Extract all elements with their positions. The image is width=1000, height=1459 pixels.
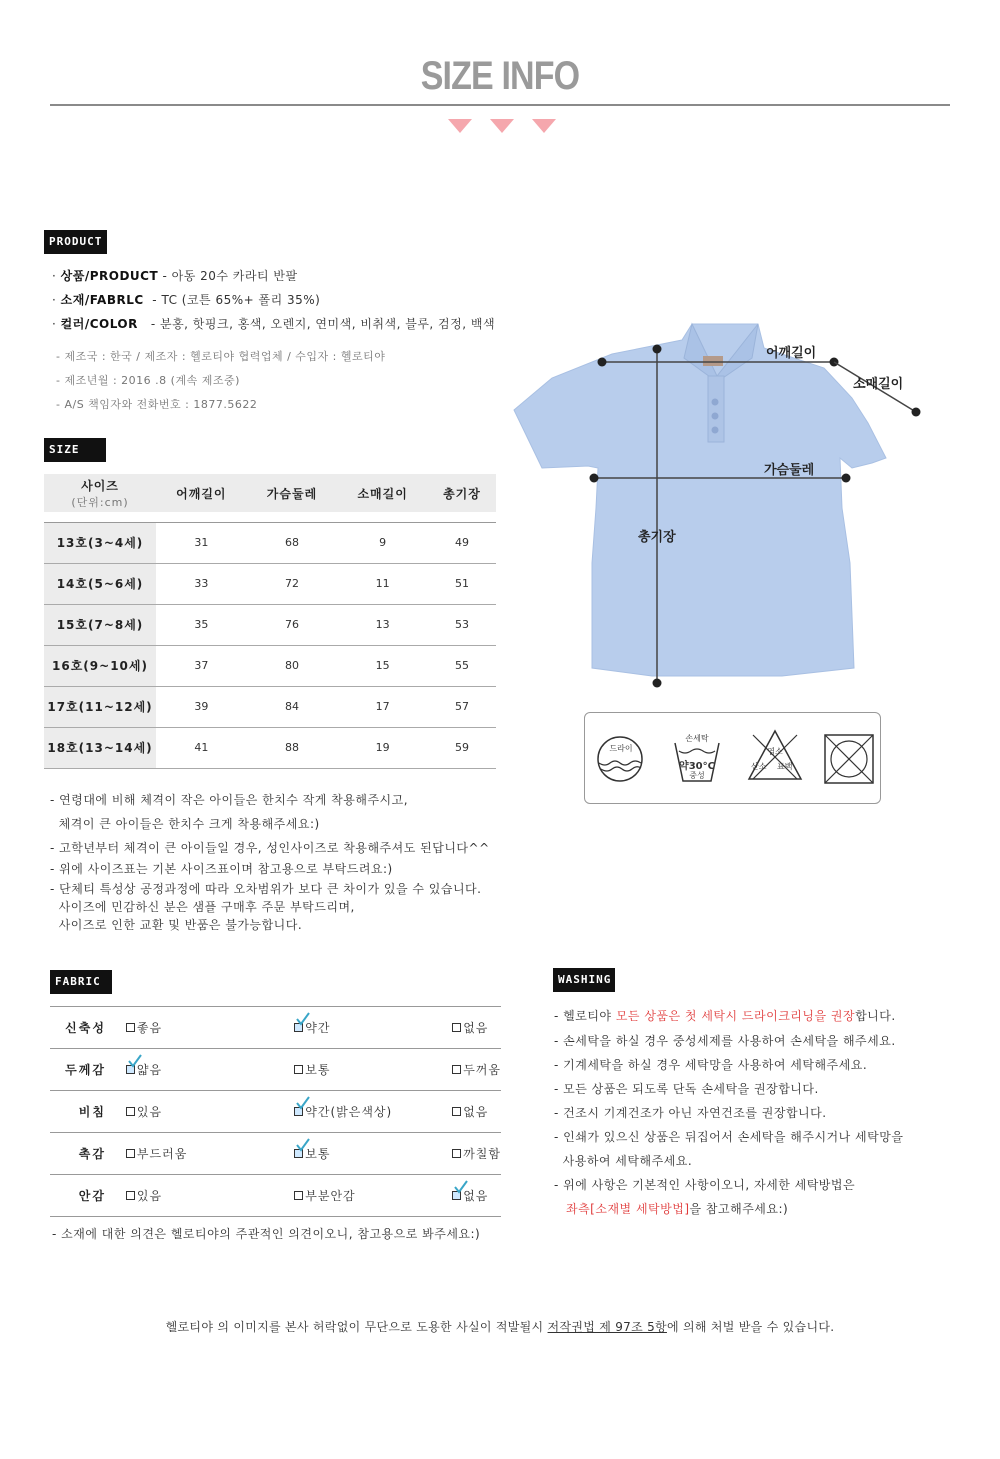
product-key: 상품/PRODUCT <box>60 269 159 283</box>
checkbox-icon[interactable] <box>452 1065 461 1074</box>
fabric-option-label: 부드러움 <box>136 1147 188 1161</box>
washing-line: - 인쇄가 있으신 상품은 뒤집어서 손세탁을 해주시거나 세탁망을 <box>554 1130 904 1144</box>
checkbox-icon[interactable] <box>126 1065 135 1074</box>
fabric-option-label: 없음 <box>463 1105 489 1119</box>
shirt-body <box>514 324 886 676</box>
fabric-option-cell <box>116 1049 244 1091</box>
table-cell: 15 <box>337 645 428 686</box>
checkbox-icon[interactable] <box>294 1149 303 1158</box>
triangle-down-icon <box>490 119 514 133</box>
fabric-option-label: 있음 <box>136 1105 163 1119</box>
sleeve-label: 소매길이 <box>853 377 904 392</box>
color-value: - 분홍, 핫핑크, 홍색, 오렌지, 연미색, 비취색, 블루, 검정, 백색 <box>142 317 496 331</box>
table-cell: 72 <box>247 563 338 604</box>
checkmark-icon <box>296 1012 310 1026</box>
table-row <box>44 563 496 604</box>
point-icon <box>912 408 921 417</box>
washing-line: - 위에 사항은 기본적인 사항이오니, 자세한 세탁방법은 <box>554 1178 856 1192</box>
table-cell: 53 <box>428 604 496 645</box>
copyright-law: 저작권법 제 97조 5항 <box>547 1320 667 1334</box>
fabric-option-cell <box>392 1091 501 1133</box>
row-header: 17호(11~12세) <box>44 686 156 727</box>
fabric-option[interactable] <box>126 1145 187 1162</box>
handwash-label: 손세탁 <box>685 734 709 743</box>
table-cell: 51 <box>428 563 496 604</box>
row-header: 13호(3~4세) <box>44 522 156 563</box>
size-note: 사이즈로 인한 교환 및 반품은 불가능합니다. <box>50 918 303 932</box>
fabric-option-cell <box>392 1133 501 1175</box>
column-header: 어깨길이 <box>156 474 247 512</box>
label-tag <box>703 356 723 366</box>
checkbox-icon[interactable] <box>126 1023 135 1032</box>
product-note: - 제조국 : 한국 / 제조자 : 헬로티야 협력업체 / 수입자 : 헬로티야 <box>56 350 386 363</box>
size-note: - 연령대에 비해 체격이 작은 아이들은 한치수 작게 착용해주시고, <box>50 793 409 807</box>
checkmark-icon <box>454 1180 468 1194</box>
fabric-option-cell <box>392 1007 501 1049</box>
washing-section-label <box>553 968 615 992</box>
checkbox-icon[interactable] <box>452 1107 461 1116</box>
checkbox-icon[interactable] <box>126 1191 135 1200</box>
button-icon <box>712 427 719 434</box>
fabric-option-cell <box>244 1007 392 1049</box>
table-cell: 88 <box>247 727 338 768</box>
size-note: - 위에 사이즈표는 기본 사이즈표이며 참고용으로 부탁드려요:) <box>50 862 393 876</box>
fabric-option-cell <box>116 1133 244 1175</box>
product-line: · 상품/PRODUCT - 아동 20수 카라티 반팔 <box>52 269 298 283</box>
table-cell: 9 <box>337 522 428 563</box>
fabric-table <box>50 1006 501 1217</box>
fabric-row <box>50 1007 501 1049</box>
fabric-option[interactable] <box>294 1019 330 1036</box>
neutral-label: 중성 <box>689 771 705 780</box>
table-cell: 19 <box>337 727 428 768</box>
fabric-note: - 소재에 대한 의견은 헬로티야의 주관적인 의견이오니, 참고용으로 봐주세요:) <box>52 1227 481 1241</box>
fabric-option-label: 있음 <box>136 1189 163 1203</box>
fabric-option-cell <box>244 1049 392 1091</box>
table-cell: 11 <box>337 563 428 604</box>
checkbox-icon[interactable] <box>294 1107 303 1116</box>
washing-line <box>566 1200 788 1217</box>
table-cell: 41 <box>156 727 247 768</box>
fabric-option[interactable] <box>294 1145 330 1162</box>
product-note: - A/S 책임자와 전화번호 : 1877.5622 <box>56 398 258 411</box>
fabric-row <box>50 1091 501 1133</box>
temp-label: 약30°C <box>679 761 715 772</box>
fabric-option[interactable] <box>452 1019 488 1036</box>
fabric-option[interactable] <box>452 1145 501 1162</box>
fabric-option-label: 두꺼움 <box>463 1063 501 1077</box>
washing-line: - 손세탁을 하실 경우 중성세제를 사용하여 손세탁을 해주세요. <box>554 1034 896 1048</box>
table-cell: 84 <box>247 686 338 727</box>
dry-label: 드라이 <box>609 744 633 753</box>
checkbox-icon[interactable] <box>452 1149 461 1158</box>
table-cell: 39 <box>156 686 247 727</box>
table-cell: 17 <box>337 686 428 727</box>
fabric-option-cell <box>116 1091 244 1133</box>
bleach-top-label: 염소 <box>767 747 783 756</box>
checkmark-icon <box>296 1096 310 1110</box>
table-row <box>44 604 496 645</box>
size-table <box>44 474 496 769</box>
fabric-option-label: 보통 <box>305 1063 331 1077</box>
table-cell: 33 <box>156 563 247 604</box>
size-note: 체격이 큰 아이들은 한치수 크게 착용해주세요:) <box>50 817 320 831</box>
fabric-option-cell <box>244 1133 392 1175</box>
washing-highlight: 좌측[소재별 세탁방법] <box>566 1202 690 1216</box>
row-header: 15호(7~8세) <box>44 604 156 645</box>
checkbox-icon[interactable] <box>452 1023 461 1032</box>
checkbox-icon[interactable] <box>294 1023 303 1032</box>
triangle-down-icon <box>532 119 556 133</box>
table-cell: 76 <box>247 604 338 645</box>
fabric-option-label: 약간(밝은색상) <box>305 1105 393 1119</box>
button-icon <box>712 399 719 406</box>
fabric-option[interactable] <box>294 1103 392 1120</box>
fabric-row-header: 비침 <box>50 1091 116 1133</box>
chest-label: 가슴둘레 <box>764 463 815 478</box>
table-row <box>44 686 496 727</box>
table-cell: 80 <box>247 645 338 686</box>
fabric-option-cell <box>244 1091 392 1133</box>
checkbox-icon[interactable] <box>294 1191 303 1200</box>
care-symbols-box <box>584 712 881 804</box>
fabric-row-header: 촉감 <box>50 1133 116 1175</box>
row-header: 16호(9~10세) <box>44 645 156 686</box>
fabric-row <box>50 1049 501 1091</box>
bleach-right-label: 표백 <box>777 762 793 771</box>
fabric-option-label: 보통 <box>305 1147 331 1161</box>
table-cell: 31 <box>156 522 247 563</box>
table-cell: 55 <box>428 645 496 686</box>
size-header-label: 사이즈 <box>81 478 119 493</box>
column-header: 소매길이 <box>337 474 428 512</box>
checkbox-icon[interactable] <box>294 1065 303 1074</box>
fabric-key: 소재/FABRLC <box>60 293 144 307</box>
bleach-left-label: 산소 <box>751 762 767 771</box>
fabric-row <box>50 1133 501 1175</box>
no-tumble-dry-icon <box>823 733 875 785</box>
fabric-section-label: FABRIC <box>50 970 112 994</box>
table-cell: 59 <box>428 727 496 768</box>
table-row <box>44 727 496 768</box>
length-label: 총기장 <box>638 530 676 545</box>
washing-label: WASHING <box>558 973 612 986</box>
checkmark-icon <box>296 1138 310 1152</box>
size-note: - 고학년부터 체격이 큰 아이들일 경우, 성인사이즈로 착용해주셔도 된답니다^^ <box>50 841 490 855</box>
table-cell: 49 <box>428 522 496 563</box>
table-cell: 13 <box>337 604 428 645</box>
table-cell: 37 <box>156 645 247 686</box>
washing-highlight: 모든 상품은 첫 세탁시 드라이크리닝을 권장 <box>615 1009 856 1023</box>
size-header <box>44 474 156 512</box>
fabric-option-cell <box>116 1175 244 1217</box>
button-icon <box>712 413 719 420</box>
page-title: SIZE INFO <box>420 54 580 98</box>
point-icon <box>653 345 662 354</box>
fabric-option-label: 까칠함 <box>463 1147 501 1161</box>
fabric-option[interactable] <box>294 1187 355 1204</box>
fabric-option-cell <box>244 1175 392 1217</box>
table-row <box>44 522 496 563</box>
fabric-option-label: 좋음 <box>136 1021 163 1035</box>
point-icon <box>590 474 599 483</box>
column-header: 총기장 <box>428 474 496 512</box>
color-key: 컬러/COLOR <box>60 317 138 331</box>
size-note: - 단체티 특성상 공정과정에 따라 오차범위가 보다 큰 차이가 있을 수 있습니다. <box>50 882 482 896</box>
fabric-option[interactable] <box>126 1061 162 1078</box>
color-line: · 컬러/COLOR - 분홍, 핫핑크, 홍색, 오렌지, 연미색, 비취색, 블루, 검정, 백색 <box>52 317 496 331</box>
fabric-option-cell <box>392 1049 501 1091</box>
column-header: 가슴둘레 <box>247 474 338 512</box>
fabric-option-label: 약간 <box>305 1021 331 1035</box>
fabric-value: - TC (코튼 65%+ 폴리 35%) <box>147 293 321 307</box>
fabric-row-header: 안감 <box>50 1175 116 1217</box>
fabric-row-header: 신축성 <box>50 1007 116 1049</box>
product-section-label: PRODUCT <box>44 230 107 254</box>
point-icon <box>598 358 607 367</box>
fabric-option-cell <box>116 1007 244 1049</box>
size-note: 사이즈에 민감하신 분은 샘플 구매후 주문 부탁드리며, <box>50 900 355 914</box>
shoulder-label: 어깨길이 <box>766 346 817 361</box>
row-header: 18호(13~14세) <box>44 727 156 768</box>
footer-text: 헬로티야 의 이미지를 본사 허락없이 무단으로 도용한 사실이 적발될시 <box>165 1320 548 1334</box>
fabric-option-label: 부분안감 <box>305 1189 356 1203</box>
fabric-option[interactable] <box>452 1061 501 1078</box>
washing-line: - 모든 상품은 되도록 단독 손세탁을 권장합니다. <box>554 1082 819 1096</box>
fabric-option-label: 없음 <box>463 1021 489 1035</box>
dry-clean-icon <box>595 733 645 785</box>
checkbox-icon[interactable] <box>126 1107 135 1116</box>
fabric-option-label: 얇음 <box>136 1063 163 1077</box>
washing-text: - 헬로티야 <box>554 1009 616 1023</box>
footer-text: 에 의해 처벌 받을 수 있습니다. <box>666 1320 835 1334</box>
checkmark-icon <box>128 1054 142 1068</box>
title-divider <box>50 104 950 106</box>
copyright-notice <box>0 1318 1000 1335</box>
fabric-line: · 소재/FABRLC - TC (코튼 65%+ 폴리 35%) <box>52 293 321 307</box>
fabric-option-cell <box>392 1175 501 1217</box>
fabric-option[interactable] <box>452 1187 488 1204</box>
table-cell: 35 <box>156 604 247 645</box>
washing-line: - 건조시 기계건조가 아닌 자연건조를 권장합니다. <box>554 1106 827 1120</box>
fabric-option-label: 없음 <box>463 1189 489 1203</box>
washing-line: - 기계세탁을 하실 경우 세탁망을 사용하여 세탁해주세요. <box>554 1058 868 1072</box>
product-note: - 제조년월 : 2016 .8 (계속 제조중) <box>56 374 240 387</box>
fabric-option[interactable] <box>294 1061 330 1078</box>
fabric-option[interactable] <box>452 1103 488 1120</box>
washing-line: 사용하여 세탁해주세요. <box>554 1154 693 1168</box>
product-value: - 아동 20수 카라티 반팔 <box>162 269 298 283</box>
fabric-row-header: 두께감 <box>50 1049 116 1091</box>
checkbox-icon[interactable] <box>126 1149 135 1158</box>
table-cell: 57 <box>428 686 496 727</box>
checkbox-icon[interactable] <box>452 1191 461 1200</box>
washing-text: 을 참고해주세요:) <box>689 1202 789 1216</box>
row-header: 14호(5~6세) <box>44 563 156 604</box>
size-unit: (단위:cm) <box>71 495 129 509</box>
table-row <box>44 645 496 686</box>
size-section-label: SIZE <box>44 438 106 462</box>
table-cell: 68 <box>247 522 338 563</box>
fabric-row <box>50 1175 501 1217</box>
triangle-down-icon <box>448 119 472 133</box>
fabric-option[interactable] <box>126 1019 162 1036</box>
washing-text: 합니다. <box>855 1009 896 1023</box>
fabric-option[interactable] <box>126 1103 162 1120</box>
fabric-option[interactable] <box>126 1187 162 1204</box>
point-icon <box>842 474 851 483</box>
washing-line <box>554 1007 896 1024</box>
point-icon <box>653 679 662 688</box>
